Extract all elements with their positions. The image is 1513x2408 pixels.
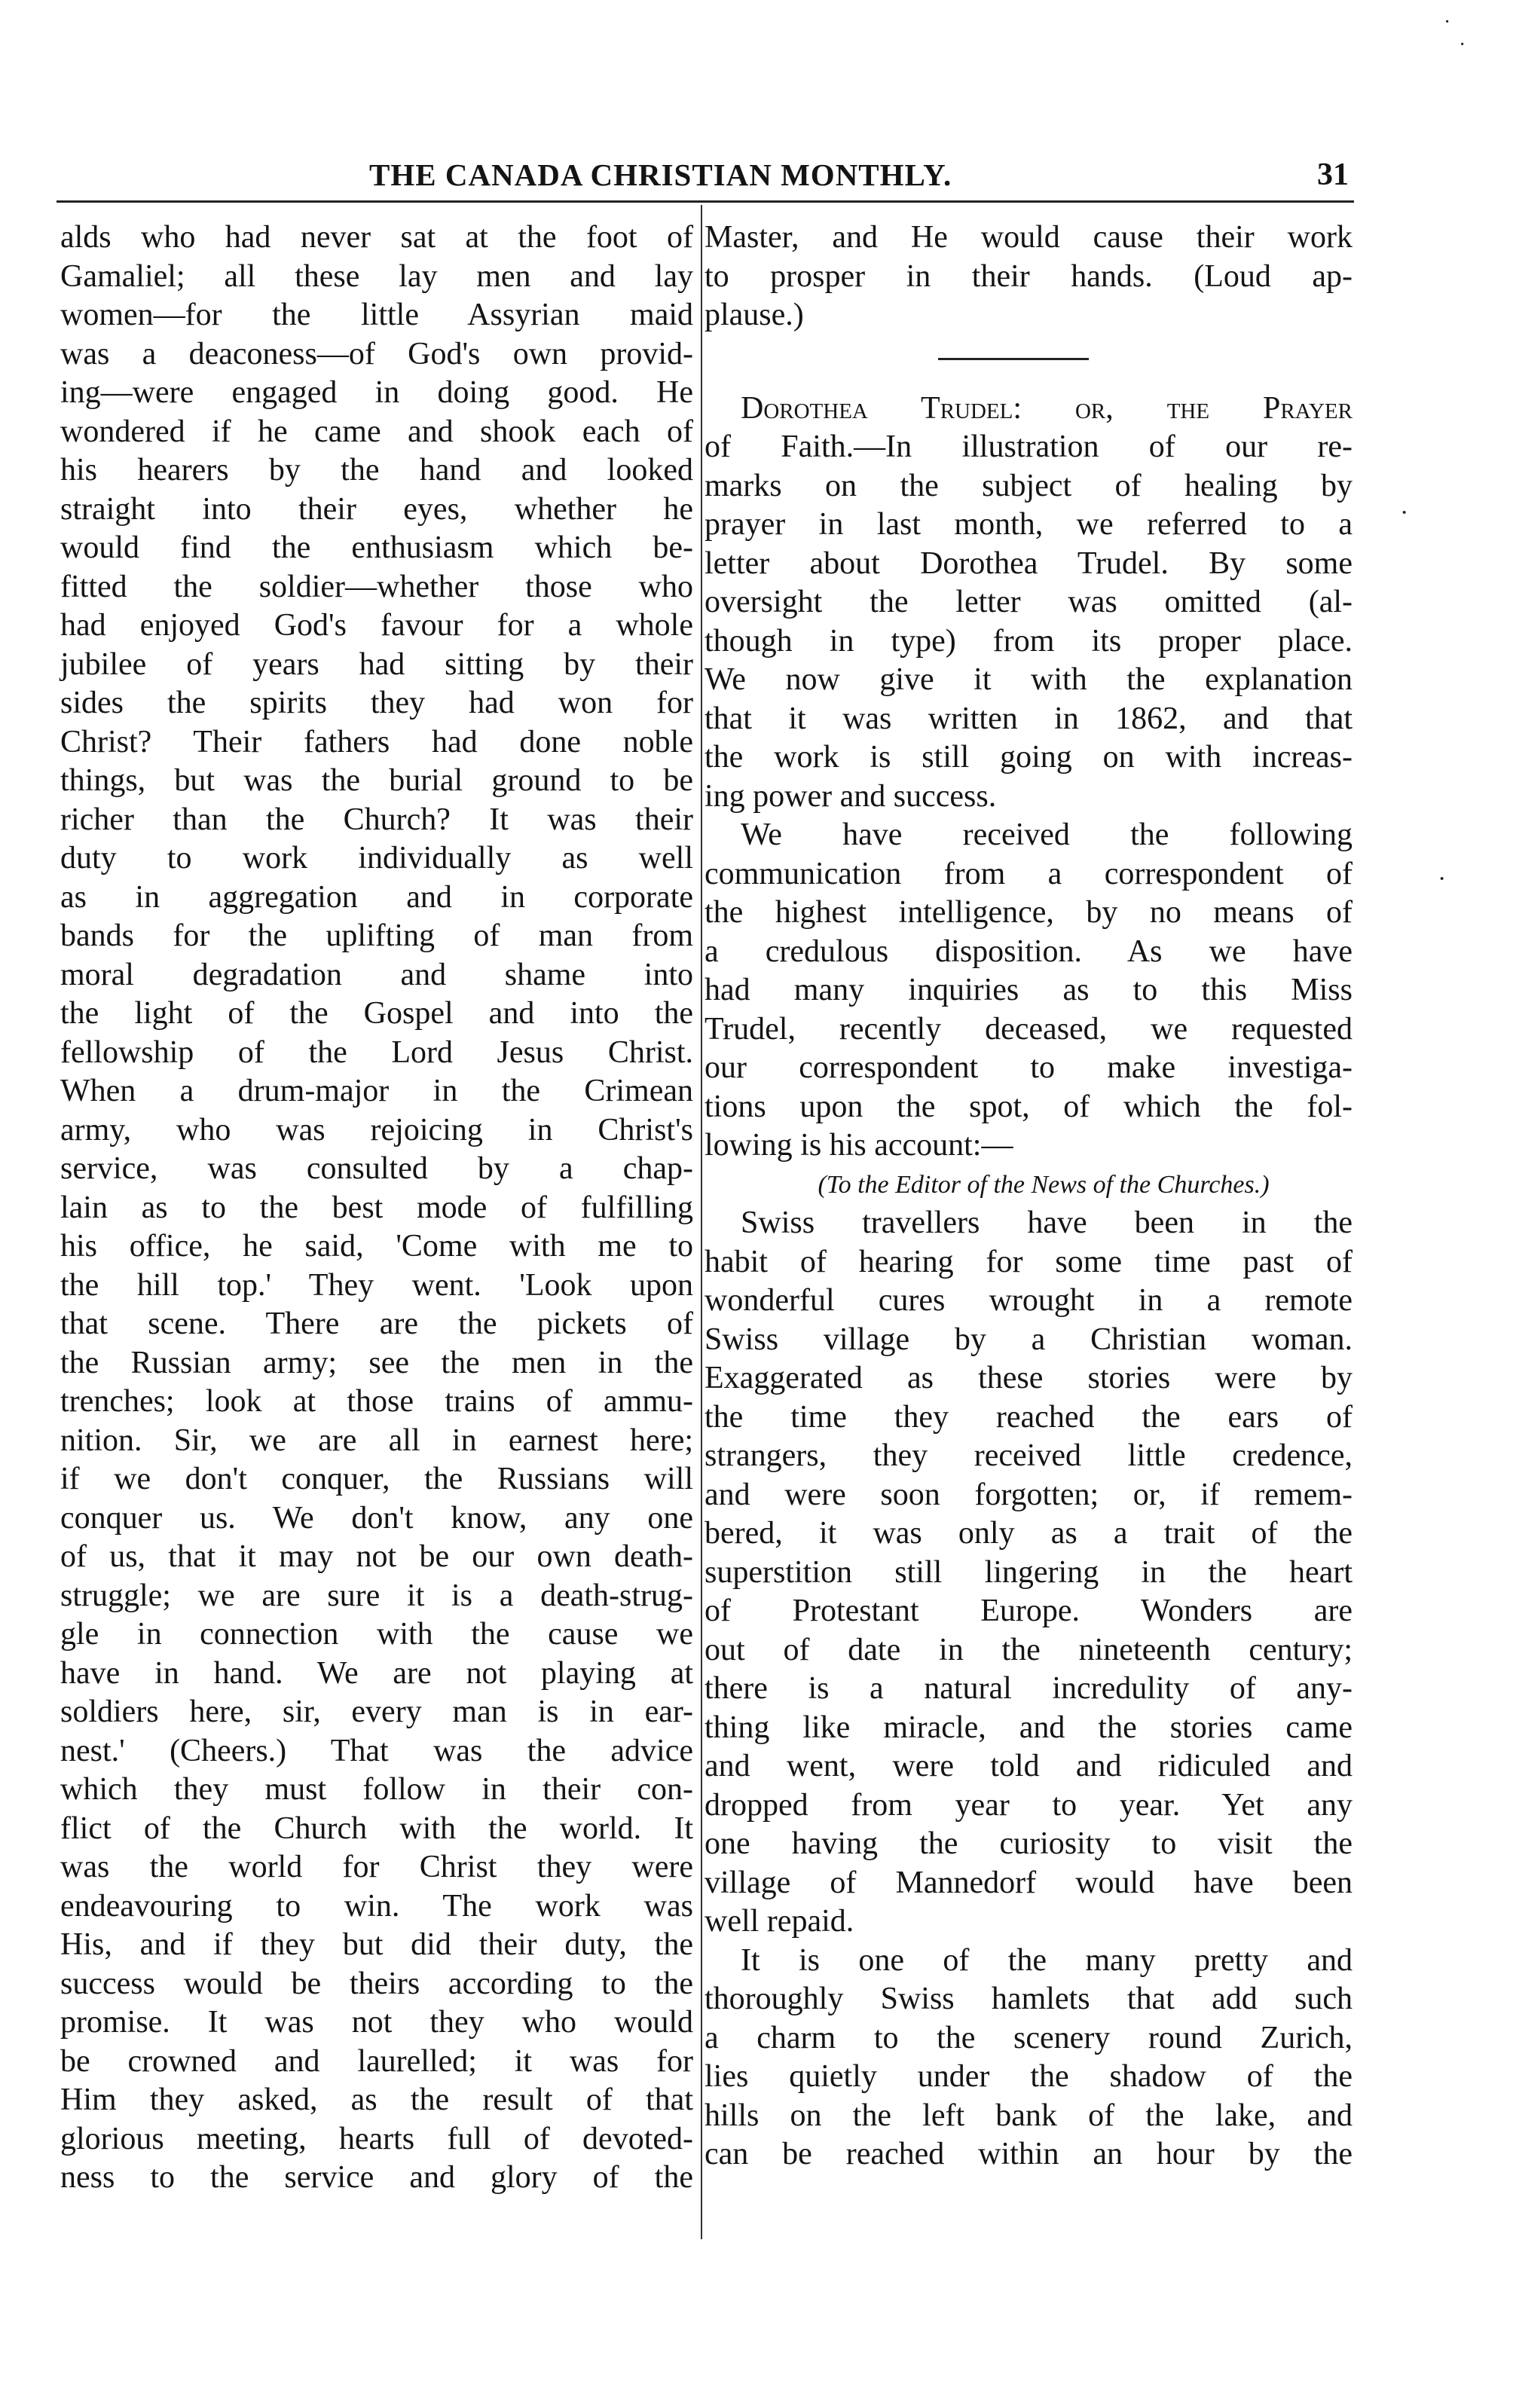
text-line: have in hand. We are not playing at bbox=[60, 1655, 693, 1691]
text-line: thoroughly Swiss hamlets that add such bbox=[705, 1982, 1353, 2016]
text-line: the time they reached the ears of bbox=[705, 1399, 1353, 1435]
text-line: When a drum-major in the Crimean bbox=[60, 1074, 693, 1108]
text-line: communication from a correspondent of bbox=[705, 856, 1353, 891]
text-line: Him they asked, as the result of that bbox=[60, 2083, 693, 2117]
text-line: prayer in last month, we referred to a bbox=[705, 507, 1353, 542]
text-line: habit of hearing for some time past of bbox=[705, 1244, 1353, 1279]
text-line: Exaggerated as these stories were by bbox=[705, 1361, 1353, 1395]
text-line: the highest intelligence, by no means of bbox=[705, 895, 1353, 930]
column-divider bbox=[701, 205, 702, 2239]
text-line: fitted the soldier—whether those who bbox=[60, 569, 693, 604]
text-line: plause.) bbox=[705, 298, 804, 332]
text-line: nest.' (Cheers.) That was the advice bbox=[60, 1733, 693, 1768]
text-line: well repaid. bbox=[705, 1904, 854, 1939]
page-number: 31 bbox=[1317, 157, 1349, 192]
text-line: though in type) from its proper place. bbox=[705, 623, 1353, 659]
text-line: alds who had never sat at the foot of bbox=[60, 220, 693, 255]
text-line: conquer us. We don't know, any one bbox=[60, 1500, 693, 1536]
text-line: straight into their eyes, whether he bbox=[60, 491, 693, 527]
text-line: a charm to the scenery round Zurich, bbox=[705, 2020, 1353, 2055]
text-line: there is a natural incredulity of any- bbox=[705, 1671, 1353, 1706]
text-line: Trudel, recently deceased, we requested bbox=[705, 1011, 1353, 1047]
text-line: Swiss village by a Christian woman. bbox=[705, 1322, 1353, 1357]
text-line: lies quietly under the shadow of the bbox=[705, 2059, 1353, 2094]
margin-mark-1: · bbox=[1444, 11, 1451, 34]
paragraph-3 bbox=[705, 1204, 1353, 1942]
article-title: Dorothea Trudel: or, the Prayer bbox=[741, 390, 1353, 426]
text-line: would find the enthusiasm which be- bbox=[60, 530, 693, 565]
text-line: to prosper in their hands. (Loud ap- bbox=[705, 258, 1353, 294]
text-line: bered, it was only as a trait of the bbox=[705, 1516, 1353, 1551]
text-line: wonderful cures wrought in a remote bbox=[705, 1283, 1353, 1318]
text-line: glorious meeting, hearts full of devoted- bbox=[60, 2121, 693, 2156]
text-line: that scene. There are the pickets of bbox=[60, 1306, 693, 1341]
text-line: the hill top.' They went. 'Look upon bbox=[60, 1267, 693, 1303]
text-line: struggle; we are sure it is a death-strug- bbox=[60, 1578, 693, 1613]
text-line: lowing is his account:— bbox=[705, 1128, 1013, 1163]
paragraph-4 bbox=[705, 1942, 1353, 2174]
text-line: of Protestant Europe. Wonders are bbox=[705, 1594, 1353, 1628]
intro-paragraph bbox=[705, 218, 1353, 335]
header-rule bbox=[57, 200, 1354, 203]
text-line: ing power and success. bbox=[705, 778, 997, 814]
text-line: out of date in the nineteenth century; bbox=[705, 1632, 1353, 1667]
article-title-line-2 bbox=[705, 428, 1353, 467]
text-line: It is one of the many pretty and bbox=[741, 1942, 1353, 1978]
text-line: his hearers by the hand and looked bbox=[60, 453, 693, 487]
text-line: thing like miracle, and the stories came bbox=[705, 1710, 1353, 1745]
text-line: Master, and He would cause their work bbox=[705, 220, 1353, 255]
text-line: Christ? Their fathers had done noble bbox=[60, 724, 693, 759]
text-line: richer than the Church? It was their bbox=[60, 802, 693, 837]
left-column bbox=[60, 218, 693, 2198]
text-line: our correspondent to make investiga- bbox=[705, 1050, 1353, 1085]
text-line: the light of the Gospel and into the bbox=[60, 996, 693, 1031]
text-line: success would be theirs according to the bbox=[60, 1966, 693, 2001]
text-line: village of Mannedorf would have been bbox=[705, 1865, 1353, 1900]
text-line: can be reached within an hour by the bbox=[705, 2137, 1353, 2171]
text-line: gle in connection with the cause we bbox=[60, 1617, 693, 1652]
running-title: THE CANADA CHRISTIAN MONTHLY. bbox=[369, 157, 952, 192]
text-line: duty to work individually as well bbox=[60, 841, 693, 875]
text-line: ness to the service and glory of the bbox=[60, 2160, 693, 2195]
margin-mark-3: · bbox=[1400, 499, 1409, 527]
text-line: things, but was the burial ground to be bbox=[60, 763, 693, 798]
section-separator bbox=[705, 335, 1353, 390]
paragraph-1 bbox=[705, 467, 1353, 817]
text-line: wondered if he came and shook each of bbox=[60, 414, 693, 449]
text-line: his office, he said, 'Come with me to bbox=[60, 1229, 693, 1264]
text-line: the Russian army; see the men in the bbox=[60, 1345, 693, 1380]
paragraph-2 bbox=[705, 816, 1353, 1166]
text-line: hills on the left bank of the lake, and bbox=[705, 2098, 1353, 2133]
text-line: Swiss travellers have been in the bbox=[741, 1206, 1353, 1240]
text-line: that it was written in 1862, and that bbox=[705, 701, 1353, 736]
text-line: marks on the subject of healing by bbox=[705, 468, 1353, 503]
text-line: service, was consulted by a chap- bbox=[60, 1151, 693, 1186]
text-line: We now give it with the explanation bbox=[705, 662, 1353, 697]
text-line: bands for the uplifting of man from bbox=[60, 918, 693, 953]
text-line: was a deaconess—of God's own provid- bbox=[60, 336, 693, 371]
letter-caption: (To the Editor of the News of the Churches.) bbox=[818, 1170, 1270, 1199]
right-column bbox=[705, 218, 1353, 2174]
text-line: moral degradation and shame into bbox=[60, 957, 693, 992]
margin-mark-4: · bbox=[1438, 865, 1447, 893]
text-line: as in aggregation and in corporate bbox=[60, 879, 693, 915]
text-line: We have received the following bbox=[741, 817, 1353, 852]
text-line: strangers, they received little credence, bbox=[705, 1438, 1353, 1473]
text-line: endeavouring to win. The work was bbox=[60, 1888, 693, 1924]
page-header bbox=[45, 157, 1349, 196]
text-line: be crowned and laurelled; it was for bbox=[60, 2043, 693, 2079]
text-line: army, who was rejoicing in Christ's bbox=[60, 1112, 693, 1147]
margin-mark-2: · bbox=[1459, 33, 1466, 57]
text-line: and were soon forgotten; or, if remem- bbox=[705, 1477, 1353, 1512]
text-line: flict of the Church with the world. It bbox=[60, 1811, 693, 1846]
text-line: His, and if they but did their duty, the bbox=[60, 1927, 693, 1962]
text-line: jubilee of years had sitting by their bbox=[60, 646, 693, 682]
text-line: tions upon the spot, of which the fol- bbox=[705, 1089, 1353, 1124]
text-line: nition. Sir, we are all in earnest here; bbox=[60, 1422, 693, 1458]
text-line: trenches; look at those trains of ammu- bbox=[60, 1384, 693, 1419]
separator-rule bbox=[938, 358, 1089, 360]
article-title-caps: of Faith. bbox=[705, 429, 854, 464]
text-line: which they must follow in their con- bbox=[60, 1772, 693, 1807]
article-title-rest: —In illustration of our re- bbox=[854, 429, 1353, 464]
text-line: and went, were told and ridiculed and bbox=[705, 1749, 1353, 1783]
text-line: superstition still lingering in the heart bbox=[705, 1554, 1353, 1590]
text-line: had enjoyed God's favour for a whole bbox=[60, 608, 693, 643]
text-line: the work is still going on with increas- bbox=[705, 740, 1353, 775]
text-line: oversight the letter was omitted (al- bbox=[705, 585, 1353, 619]
text-line: a credulous disposition. As we have bbox=[705, 934, 1353, 969]
text-line: fellowship of the Lord Jesus Christ. bbox=[60, 1034, 693, 1070]
text-line: ing—were engaged in doing good. He bbox=[60, 375, 693, 410]
text-line: had many inquiries as to this Miss bbox=[705, 973, 1353, 1007]
text-line: letter about Dorothea Trudel. By some bbox=[705, 545, 1353, 581]
text-line: if we don't conquer, the Russians will bbox=[60, 1462, 693, 1496]
text-line: sides the spirits they had won for bbox=[60, 686, 693, 720]
text-line: women—for the little Assyrian maid bbox=[60, 298, 693, 332]
text-line: of us, that it may not be our own death- bbox=[60, 1539, 693, 1574]
text-line: soldiers here, sir, every man is in ear- bbox=[60, 1694, 693, 1729]
text-line: lain as to the best mode of fulfilling bbox=[60, 1190, 693, 1225]
text-line: promise. It was not they who would bbox=[60, 2005, 693, 2040]
text-line: Gamaliel; all these lay men and lay bbox=[60, 258, 693, 294]
text-line: one having the curiosity to visit the bbox=[705, 1826, 1353, 1861]
text-line: was the world for Christ they were bbox=[60, 1850, 693, 1884]
text-line: dropped from year to year. Yet any bbox=[705, 1787, 1353, 1823]
